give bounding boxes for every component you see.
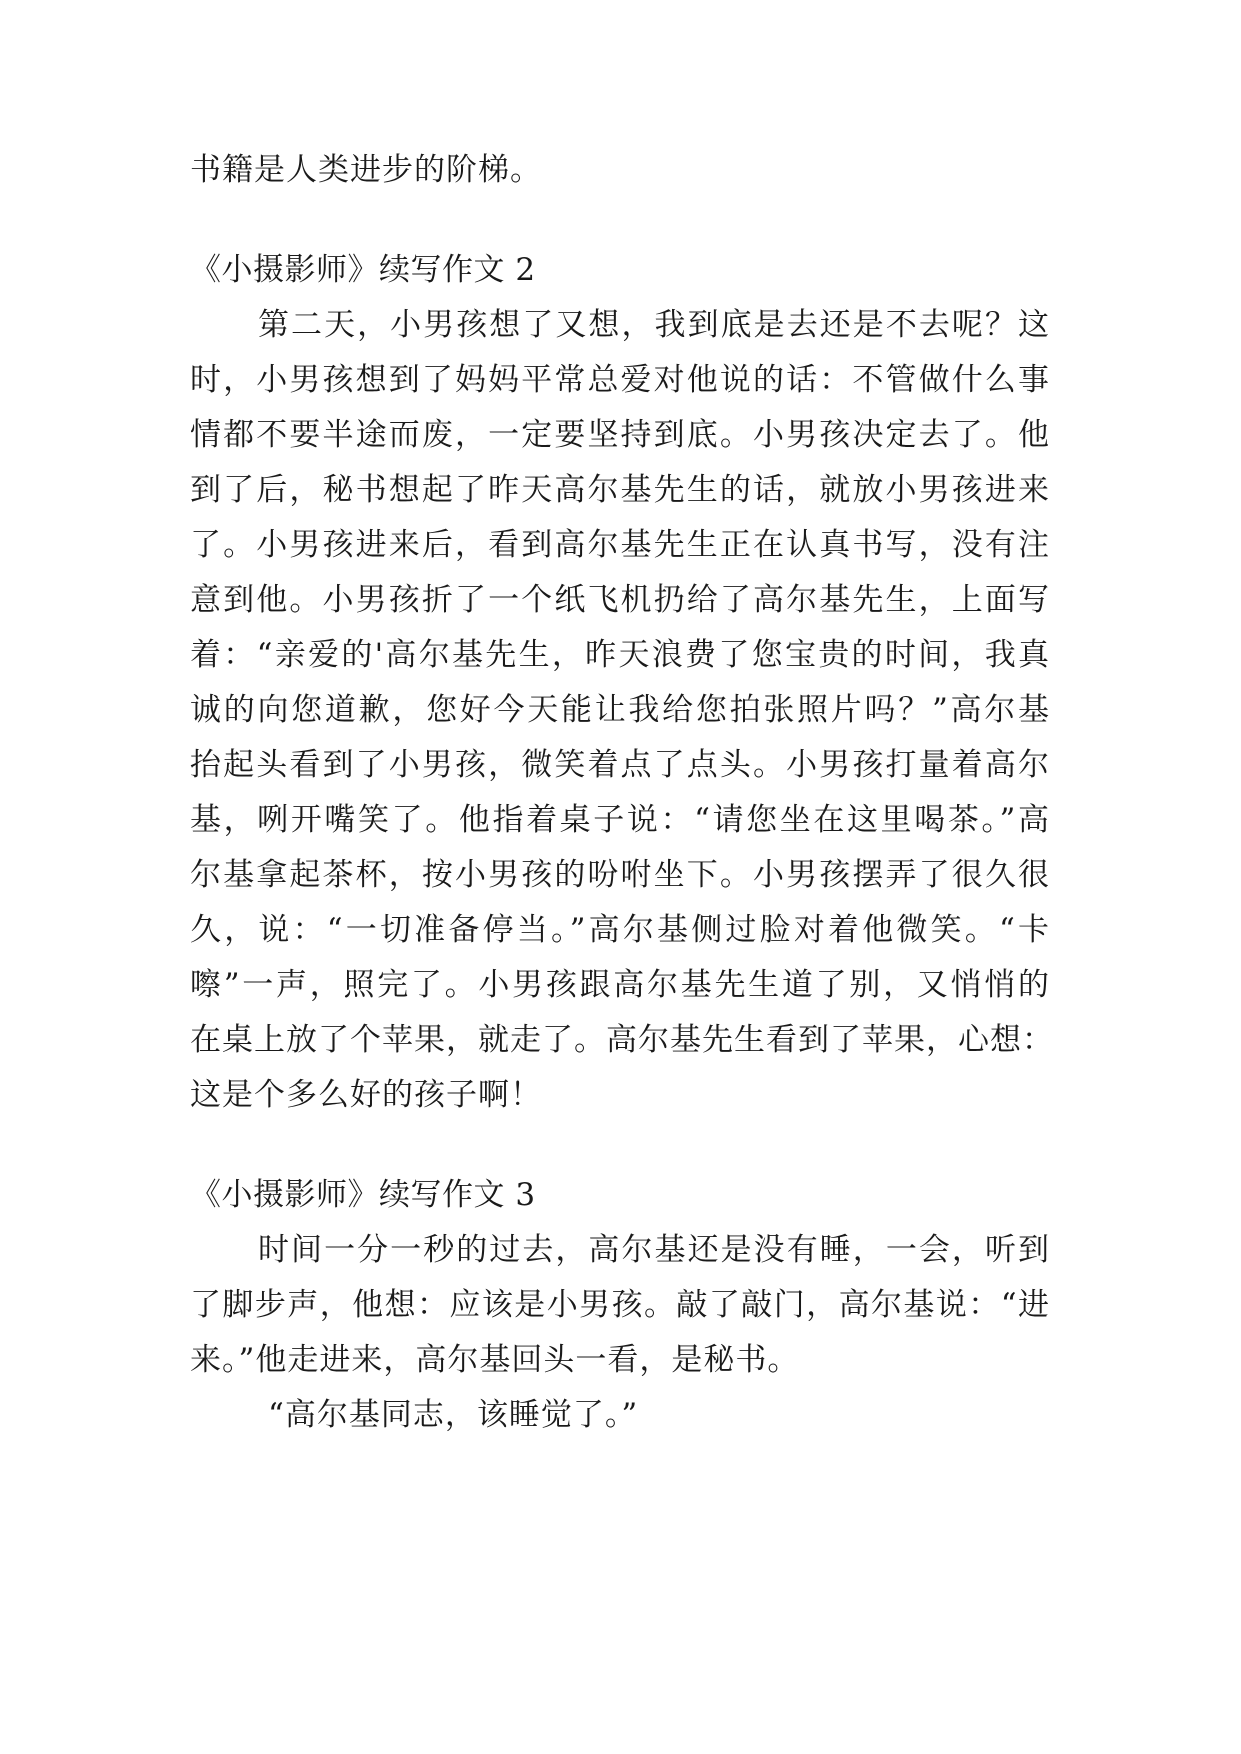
essay-2-paragraph-line: 尔基拿起茶杯，按小男孩的吩咐坐下。小男孩摆弄了很久很	[190, 857, 1050, 893]
essay-3-paragraph-line: 来。”他走进来，高尔基回头一看，是秘书。	[190, 1342, 800, 1378]
essay-3-paragraph-line: 了脚步声，他想：应该是小男孩。敲了敲门，高尔基说：“进	[190, 1287, 1050, 1323]
essay-2-paragraph-line: 意到他。小男孩折了一个纸飞机扔给了高尔基先生，上面写	[190, 582, 1050, 618]
essay-2-paragraph-line: 抬起头看到了小男孩，微笑着点了点头。小男孩打量着高尔	[190, 747, 1050, 783]
essay-2-paragraph-line: 着：“亲爱的'高尔基先生，昨天浪费了您宝贵的时间，我真	[190, 637, 1050, 673]
essay-2-paragraph-line: 这是个多么好的孩子啊！	[190, 1077, 542, 1113]
essay-2-paragraph-line: 诚的向您道歉，您好今天能让我给您拍张照片吗？”高尔基	[190, 692, 1050, 728]
essay-2-paragraph-line: 第二天，小男孩想了又想，我到底是去还是不去呢？这	[258, 307, 1050, 343]
essay-2-paragraph-line: 到了后，秘书想起了昨天高尔基先生的话，就放小男孩进来	[190, 472, 1050, 508]
essay-3-title: 《小摄影师》续写作文 3	[190, 1177, 536, 1213]
essay-2-title: 《小摄影师》续写作文 2	[190, 252, 536, 288]
essay-2-paragraph-line: 在桌上放了个苹果，就走了。高尔基先生看到了苹果，心想：	[190, 1022, 1054, 1058]
essay-3-paragraph-line: 时间一分一秒的过去，高尔基还是没有睡，一会，听到	[258, 1232, 1050, 1268]
essay-2-paragraph-line: 时，小男孩想到了妈妈平常总爱对他说的话：不管做什么事	[190, 362, 1050, 398]
essay-2-paragraph-line: 了。小男孩进来后，看到高尔基先生正在认真书写，没有注	[190, 527, 1050, 563]
closing-sentence: 书籍是人类进步的阶梯。	[190, 152, 542, 188]
essay-3-dialogue-line: “高尔基同志，该睡觉了。”	[268, 1397, 639, 1433]
essay-2-paragraph-line: 基，咧开嘴笑了。他指着桌子说：“请您坐在这里喝茶。”高	[190, 802, 1050, 838]
essay-2-paragraph-line: 久，说：“一切准备停当。”高尔基侧过脸对着他微笑。“卡	[190, 912, 1050, 948]
essay-2-paragraph-line: 嚓”一声，照完了。小男孩跟高尔基先生道了别，又悄悄的	[190, 967, 1050, 1003]
essay-2-paragraph-line: 情都不要半途而废，一定要坚持到底。小男孩决定去了。他	[190, 417, 1050, 453]
